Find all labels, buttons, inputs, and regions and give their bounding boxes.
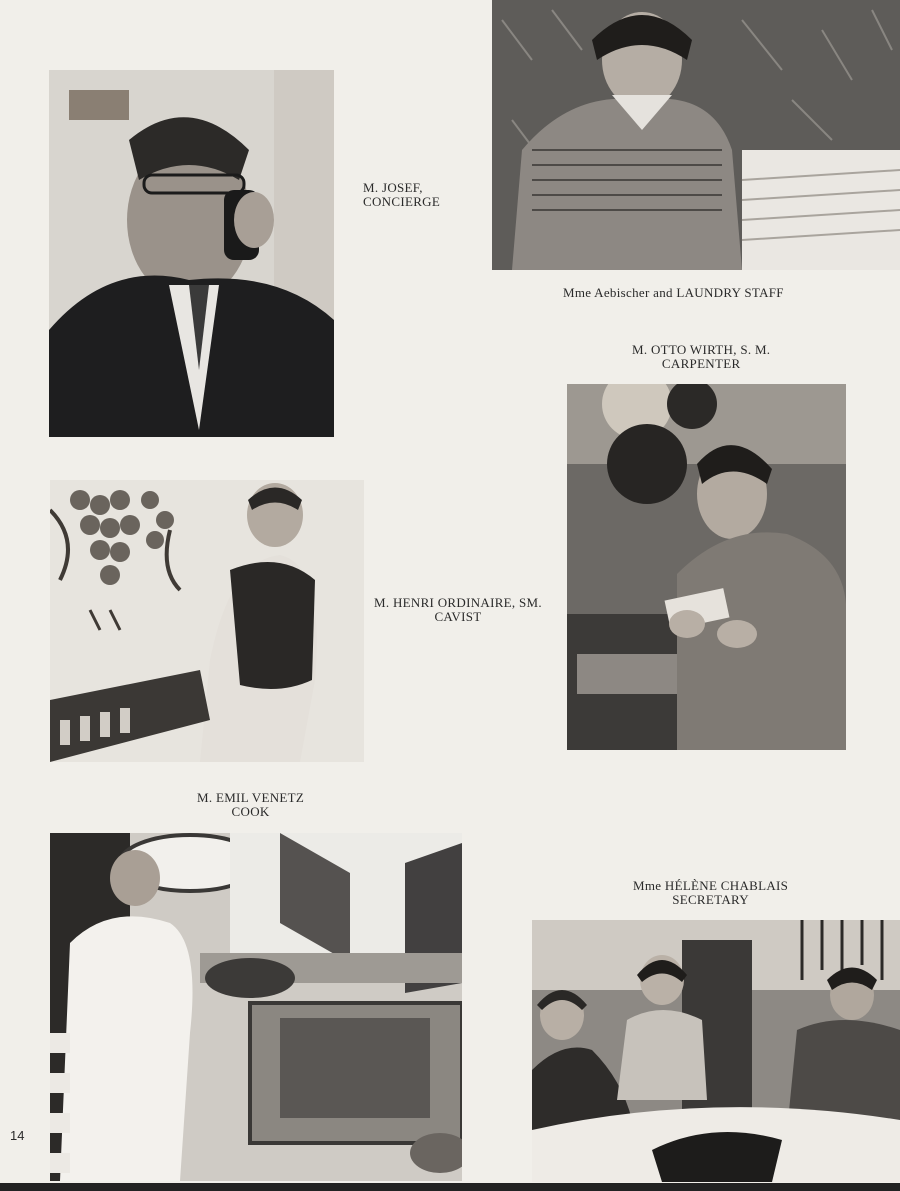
caption-cavist-role: CAVIST — [434, 609, 482, 624]
caption-cavist — [374, 596, 542, 624]
caption-cook-name: M. EMIL VENETZ — [197, 790, 305, 805]
caption-laundry-text: Mme Aebischer and LAUNDRY STAFF — [563, 285, 784, 300]
caption-concierge-role: CONCIERGE — [363, 194, 441, 209]
caption-concierge — [363, 181, 440, 209]
photo-laundry — [492, 0, 900, 270]
caption-carpenter — [632, 343, 770, 371]
caption-carpenter-name: M. OTTO WIRTH, S. M. — [632, 342, 771, 357]
caption-cavist-name: M. HENRI ORDINAIRE, SM. — [374, 595, 542, 610]
photo-concierge — [49, 70, 334, 437]
caption-laundry — [563, 286, 784, 300]
caption-carpenter-role: CARPENTER — [661, 356, 741, 371]
caption-cook — [197, 791, 304, 819]
caption-secretary-name: Mme HÉLÈNE CHABLAIS — [633, 878, 789, 893]
caption-cook-role: COOK — [231, 804, 270, 819]
bottom-edge-strip — [0, 1183, 900, 1191]
caption-concierge-name: M. JOSEF, — [363, 180, 423, 195]
caption-secretary — [633, 879, 788, 907]
photo-cavist — [50, 480, 364, 762]
photo-cook — [50, 833, 462, 1181]
photo-carpenter — [567, 384, 846, 750]
page-number: 14 — [10, 1128, 25, 1143]
photo-secretary — [532, 920, 900, 1182]
caption-secretary-role: SECRETARY — [672, 892, 749, 907]
